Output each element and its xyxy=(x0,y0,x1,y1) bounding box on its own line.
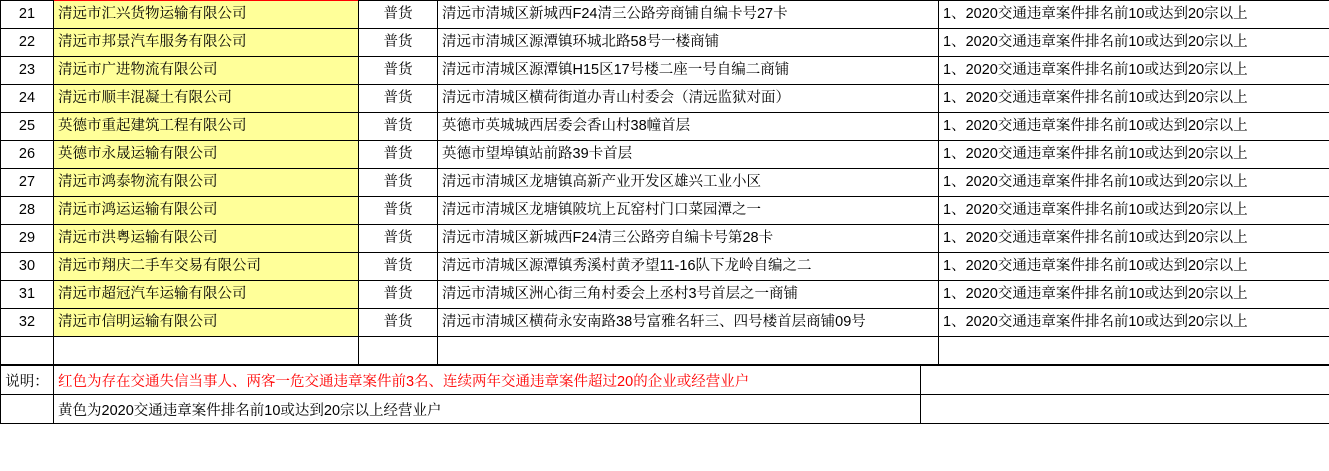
legend-yellow-text: 黄色为2020交通违章案件排名前10或达到20宗以上经营业户 xyxy=(54,395,921,424)
table-row[interactable] xyxy=(1,281,1329,309)
enterprise-address: 英德市英城城西居委会香山村38幢首层 xyxy=(438,113,939,141)
table-spacer-row xyxy=(1,337,1329,365)
enterprise-address: 清远市清城区横荷永安南路38号富雅名轩三、四号楼首层商铺09号 xyxy=(438,309,939,337)
row-number: 22 xyxy=(1,29,54,57)
enterprise-name: 清远市顺丰混凝土有限公司 xyxy=(54,85,359,113)
table-row[interactable] xyxy=(1,29,1329,57)
row-number: 21 xyxy=(1,1,54,29)
row-number: 28 xyxy=(1,197,54,225)
row-number: 32 xyxy=(1,309,54,337)
row-number: 29 xyxy=(1,225,54,253)
enterprise-note: 1、2020交通违章案件排名前10或达到20宗以上 xyxy=(939,29,1329,57)
table-row[interactable] xyxy=(1,57,1329,85)
enterprise-note: 1、2020交通违章案件排名前10或达到20宗以上 xyxy=(939,169,1329,197)
row-number: 31 xyxy=(1,281,54,309)
enterprise-address: 清远市清城区源潭镇秀溪村黄矛望11-16队下龙岭自编之二 xyxy=(438,253,939,281)
spacer-cell xyxy=(1,337,54,365)
legend-row-yellow[interactable] xyxy=(1,395,1329,424)
enterprise-address: 清远市清城区龙塘镇高新产业开发区雄兴工业小区 xyxy=(438,169,939,197)
enterprise-note: 1、2020交通违章案件排名前10或达到20宗以上 xyxy=(939,197,1329,225)
row-number: 23 xyxy=(1,57,54,85)
enterprise-name: 英德市重起建筑工程有限公司 xyxy=(54,113,359,141)
enterprise-name: 清远市信明运输有限公司 xyxy=(54,309,359,337)
enterprise-note: 1、2020交通违章案件排名前10或达到20宗以上 xyxy=(939,309,1329,337)
legend-blank-cell xyxy=(921,366,1329,395)
cargo-type: 普货 xyxy=(359,309,438,337)
cargo-type: 普货 xyxy=(359,169,438,197)
enterprise-address: 清远市清城区新城西F24清三公路旁自编卡号第28卡 xyxy=(438,225,939,253)
enterprise-note: 1、2020交通违章案件排名前10或达到20宗以上 xyxy=(939,85,1329,113)
table-row[interactable] xyxy=(1,113,1329,141)
cargo-type: 普货 xyxy=(359,57,438,85)
enterprise-name: 清远市汇兴货物运输有限公司 xyxy=(54,1,359,29)
enterprise-address: 清远市清城区源潭镇H15区17号楼二座一号自编二商铺 xyxy=(438,57,939,85)
enterprise-note: 1、2020交通违章案件排名前10或达到20宗以上 xyxy=(939,141,1329,169)
cargo-type: 普货 xyxy=(359,113,438,141)
legend-blank-cell xyxy=(921,395,1329,424)
enterprise-note: 1、2020交通违章案件排名前10或达到20宗以上 xyxy=(939,225,1329,253)
spacer-cell xyxy=(54,337,359,365)
spacer-cell xyxy=(359,337,438,365)
enterprise-note: 1、2020交通违章案件排名前10或达到20宗以上 xyxy=(939,281,1329,309)
enterprise-note: 1、2020交通违章案件排名前10或达到20宗以上 xyxy=(939,1,1329,29)
enterprise-name: 清远市广进物流有限公司 xyxy=(54,57,359,85)
enterprise-address: 清远市清城区洲心街三角村委会上丞村3号首层之一商铺 xyxy=(438,281,939,309)
enterprise-name: 清远市洪粤运输有限公司 xyxy=(54,225,359,253)
cargo-type: 普货 xyxy=(359,141,438,169)
spacer-cell xyxy=(438,337,939,365)
table-row[interactable] xyxy=(1,309,1329,337)
enterprise-name: 清远市翔庆二手车交易有限公司 xyxy=(54,253,359,281)
enterprise-name: 清远市超冠汽车运输有限公司 xyxy=(54,281,359,309)
enterprise-name: 清远市邦景汽车服务有限公司 xyxy=(54,29,359,57)
enterprise-address: 清远市清城区横荷街道办青山村委会（清远监狱对面） xyxy=(438,85,939,113)
cargo-type: 普货 xyxy=(359,281,438,309)
legend-red-text: 红色为存在交通失信当事人、两客一危交通违章案件前3名、连续两年交通违章案件超过20的企业或经营业户 xyxy=(54,366,921,395)
enterprise-name: 清远市鸿泰物流有限公司 xyxy=(54,169,359,197)
spacer-cell xyxy=(939,337,1329,365)
cargo-type: 普货 xyxy=(359,85,438,113)
table-row[interactable] xyxy=(1,141,1329,169)
row-number: 27 xyxy=(1,169,54,197)
enterprise-address: 清远市清城区龙塘镇陂坑上瓦窑村门口菜园潭之一 xyxy=(438,197,939,225)
table-row[interactable] xyxy=(1,253,1329,281)
legend-label-empty xyxy=(1,395,54,424)
row-number: 26 xyxy=(1,141,54,169)
table-row[interactable] xyxy=(1,225,1329,253)
cargo-type: 普货 xyxy=(359,29,438,57)
row-number: 25 xyxy=(1,113,54,141)
cargo-type: 普货 xyxy=(359,253,438,281)
legend-table xyxy=(0,365,1329,424)
row-number: 24 xyxy=(1,85,54,113)
legend-row-red[interactable] xyxy=(1,366,1329,395)
table-row[interactable] xyxy=(1,197,1329,225)
cargo-type: 普货 xyxy=(359,1,438,29)
row-number: 30 xyxy=(1,253,54,281)
enterprise-note: 1、2020交通违章案件排名前10或达到20宗以上 xyxy=(939,57,1329,85)
enterprise-name: 英德市永晟运输有限公司 xyxy=(54,141,359,169)
enterprise-address: 英德市望埠镇站前路39卡首层 xyxy=(438,141,939,169)
table-row[interactable] xyxy=(1,1,1329,29)
legend-body xyxy=(1,366,1329,424)
table-row[interactable] xyxy=(1,85,1329,113)
enterprise-note: 1、2020交通违章案件排名前10或达到20宗以上 xyxy=(939,253,1329,281)
cargo-type: 普货 xyxy=(359,197,438,225)
cargo-type: 普货 xyxy=(359,225,438,253)
enterprise-address: 清远市清城区源潭镇环城北路58号一楼商铺 xyxy=(438,29,939,57)
enterprise-address: 清远市清城区新城西F24清三公路旁商铺自编卡号27卡 xyxy=(438,1,939,29)
enterprise-name: 清远市鸿运运输有限公司 xyxy=(54,197,359,225)
legend-label: 说明： xyxy=(1,366,54,395)
table-body xyxy=(1,1,1329,365)
table-row[interactable] xyxy=(1,169,1329,197)
enterprise-note: 1、2020交通违章案件排名前10或达到20宗以上 xyxy=(939,113,1329,141)
